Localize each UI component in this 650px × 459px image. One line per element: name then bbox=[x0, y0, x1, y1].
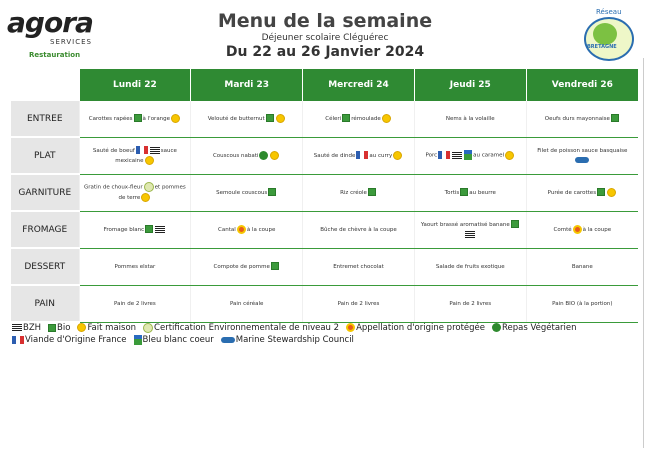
legend-label: BZH bbox=[23, 323, 42, 333]
dish-name: Cantal bbox=[218, 226, 236, 233]
dish-suffix: au curry bbox=[369, 152, 393, 159]
dish-suffix: à l'orange bbox=[142, 115, 171, 122]
dish-name: Pain de 2 livres bbox=[337, 300, 380, 307]
menu-row-entree bbox=[11, 101, 638, 137]
fait-icon bbox=[393, 151, 402, 160]
row-label: FROMAGE bbox=[11, 211, 79, 248]
menu-row-dessert bbox=[11, 248, 638, 285]
dish-name: Semoule couscous bbox=[216, 189, 268, 196]
legend-label: Viande d'Origine France bbox=[25, 335, 127, 345]
reseau-name: BRETAGNE bbox=[587, 44, 617, 50]
dish-name: Purée de carottes bbox=[547, 189, 597, 196]
header-blank bbox=[11, 69, 79, 101]
day-header: Mercredi 24 bbox=[303, 69, 415, 101]
bio-icon bbox=[266, 114, 274, 122]
menu-cell bbox=[191, 211, 303, 248]
legend-label: Certification Environnementale de niveau 2 bbox=[154, 323, 340, 333]
day-header: Jeudi 25 bbox=[414, 69, 526, 101]
menu-cell bbox=[414, 101, 526, 137]
dish-name: Entremet chocolat bbox=[333, 263, 384, 270]
legend-label: Appellation d'origine protégée bbox=[356, 323, 485, 333]
bbc-icon bbox=[134, 335, 142, 345]
aop-icon bbox=[237, 225, 246, 234]
fait-icon bbox=[607, 188, 616, 197]
menu-cell bbox=[191, 137, 303, 174]
dish-name: Porc bbox=[425, 152, 438, 159]
bzh-icon bbox=[452, 152, 462, 159]
dish-name: Tortis bbox=[444, 189, 460, 196]
menu-row-pain bbox=[11, 285, 638, 322]
vof-icon bbox=[438, 151, 450, 159]
dish-name: Pain de 2 livres bbox=[114, 300, 156, 307]
dish-name: Nems à la volaille bbox=[445, 115, 495, 122]
row-label: PLAT bbox=[11, 137, 79, 174]
menu-cell bbox=[79, 211, 191, 248]
bio-icon bbox=[342, 114, 350, 122]
fait-icon bbox=[171, 114, 180, 123]
bio-icon bbox=[597, 188, 605, 196]
reseau-bretagne-logo bbox=[581, 8, 637, 56]
vof-icon bbox=[356, 151, 368, 159]
bzh-icon bbox=[155, 226, 165, 233]
bio-icon bbox=[511, 220, 519, 228]
dish-name: Bûche de chèvre à la coupe bbox=[320, 226, 397, 233]
menu-row-plat bbox=[11, 137, 638, 174]
bzh-icon bbox=[12, 324, 22, 331]
menu-cell bbox=[191, 101, 303, 137]
legend bbox=[11, 322, 641, 346]
menu-cell bbox=[303, 137, 415, 174]
dish-name: Banane bbox=[571, 263, 593, 270]
legend-item bbox=[491, 323, 577, 333]
vof-icon bbox=[12, 336, 24, 344]
dish-name: Comté bbox=[553, 226, 572, 233]
dish-name: Filet de poisson sauce basquaise bbox=[537, 147, 628, 154]
menu-cell bbox=[414, 248, 526, 285]
menu-cell bbox=[414, 137, 526, 174]
legend-item bbox=[345, 323, 485, 333]
agora-logo bbox=[7, 6, 93, 59]
menu-cell bbox=[79, 101, 191, 137]
fait-icon bbox=[77, 323, 86, 332]
fait-icon bbox=[382, 114, 391, 123]
logo-brand: agora bbox=[7, 6, 93, 39]
days-header-row bbox=[11, 69, 638, 101]
menu-cell bbox=[303, 211, 415, 248]
dish-suffix: rémoulade bbox=[351, 115, 381, 122]
legend-item bbox=[133, 335, 214, 345]
dish-name: Pain BIO (à la portion) bbox=[552, 300, 613, 307]
msc-icon bbox=[575, 157, 589, 163]
legend-item bbox=[220, 335, 354, 345]
bio-icon bbox=[460, 188, 468, 196]
logo-services: SERVICES bbox=[50, 38, 92, 46]
dish-suffix: et pommes de terre bbox=[118, 184, 186, 201]
dish-name: Pommes elstar bbox=[114, 263, 156, 270]
menu-row-fromage bbox=[11, 211, 638, 248]
day-header: Mardi 23 bbox=[191, 69, 303, 101]
dish-name: Salade de fruits exotique bbox=[435, 263, 505, 270]
page-dates: Du 22 au 26 Janvier 2024 bbox=[225, 44, 425, 60]
menu-row-garniture bbox=[11, 174, 638, 211]
dish-name: Yaourt brassé aromatisé banane bbox=[420, 221, 510, 228]
dish-name: Fromage blanc bbox=[103, 226, 145, 233]
dish-name: Gratin de choux-fleur bbox=[84, 184, 143, 191]
dish-name: Pain céréale bbox=[229, 300, 264, 307]
dish-suffix: au caramel bbox=[473, 152, 505, 159]
menu-cell bbox=[526, 211, 638, 248]
menu-cell bbox=[303, 248, 415, 285]
legend-item bbox=[76, 323, 136, 333]
msc-icon bbox=[221, 337, 235, 343]
legend-label: Fait maison bbox=[87, 323, 137, 333]
page-subtitle: Déjeuner scolaire Cléguérec bbox=[261, 33, 389, 43]
fait-icon bbox=[145, 156, 154, 165]
bio-icon bbox=[145, 225, 153, 233]
dish-name: Couscous nabati bbox=[212, 152, 259, 159]
legend-item bbox=[11, 335, 127, 345]
day-header: Vendredi 26 bbox=[526, 69, 638, 101]
menu-cell bbox=[526, 285, 638, 322]
bzh-icon bbox=[150, 147, 160, 154]
bio-icon bbox=[134, 114, 142, 122]
dish-name: Sauté de dinde bbox=[313, 152, 356, 159]
row-label: ENTREE bbox=[11, 101, 79, 137]
menu-cell bbox=[191, 174, 303, 211]
menu-cell bbox=[526, 174, 638, 211]
vof-icon bbox=[136, 146, 148, 154]
bzh-icon bbox=[465, 231, 475, 238]
bbc-icon bbox=[464, 150, 472, 160]
fait-icon bbox=[276, 114, 285, 123]
dish-name: Compote de pomme bbox=[213, 263, 270, 270]
veg-icon bbox=[492, 323, 501, 332]
legend-item bbox=[142, 323, 339, 333]
fait-icon bbox=[141, 193, 150, 202]
menu-cell bbox=[414, 174, 526, 211]
menu-cell bbox=[79, 248, 191, 285]
bio-icon bbox=[268, 188, 276, 196]
menu-cell bbox=[303, 174, 415, 211]
dish-name: Velouté de butternut bbox=[207, 115, 265, 122]
reseau-label: Réseau bbox=[596, 8, 622, 16]
logo-restauration: Restauration bbox=[29, 51, 81, 59]
menu-cell bbox=[526, 248, 638, 285]
bio-icon bbox=[611, 114, 619, 122]
menu-cell bbox=[414, 211, 526, 248]
reseau-inner bbox=[593, 23, 617, 45]
day-header: Lundi 22 bbox=[79, 69, 191, 101]
row-label: PAIN bbox=[11, 285, 79, 322]
legend-label: Repas Végétarien bbox=[502, 323, 577, 333]
legend-item bbox=[47, 323, 70, 333]
menu-cell bbox=[526, 137, 638, 174]
menu-cell bbox=[191, 285, 303, 322]
veg-icon bbox=[259, 151, 268, 160]
menu-cell bbox=[79, 285, 191, 322]
row-label: DESSERT bbox=[11, 248, 79, 285]
aop-icon bbox=[573, 225, 582, 234]
fait-icon bbox=[270, 151, 279, 160]
menu-cell bbox=[526, 101, 638, 137]
menu-cell bbox=[79, 174, 191, 211]
dish-suffix: au beurre bbox=[469, 189, 496, 196]
bio-icon bbox=[48, 324, 56, 332]
dish-name: Riz créole bbox=[340, 189, 367, 196]
legend-item bbox=[11, 323, 41, 333]
bio-icon bbox=[368, 188, 376, 196]
page-title: Menu de la semaine bbox=[217, 10, 433, 32]
menu-cell bbox=[191, 248, 303, 285]
menu-cell bbox=[414, 285, 526, 322]
legend-label: Marine Stewardship Council bbox=[235, 335, 354, 345]
page-edge-line bbox=[643, 58, 644, 448]
dish-name: Sauté de boeuf bbox=[92, 147, 135, 154]
page-header bbox=[200, 10, 450, 61]
row-label: GARNITURE bbox=[11, 174, 79, 211]
menu-table bbox=[11, 69, 638, 323]
dish-suffix: sauce mexicaine bbox=[115, 147, 177, 164]
dish-name: Carottes rapées bbox=[88, 115, 133, 122]
dish-name: Oeufs durs mayonnaise bbox=[544, 115, 610, 122]
dish-suffix: à la coupe bbox=[246, 226, 276, 233]
cen-icon bbox=[143, 323, 153, 333]
dish-name: Céleri bbox=[325, 115, 342, 122]
aop-icon bbox=[346, 323, 355, 332]
menu-body bbox=[11, 101, 638, 322]
menu-cell bbox=[303, 101, 415, 137]
bio-icon bbox=[271, 262, 279, 270]
fait-icon bbox=[505, 151, 514, 160]
menu-cell bbox=[303, 285, 415, 322]
dish-name: Pain de 2 livres bbox=[449, 300, 492, 307]
legend-label: Bleu blanc coeur bbox=[142, 335, 214, 345]
legend-label: Bio bbox=[57, 323, 71, 333]
cen-icon bbox=[144, 182, 154, 192]
dish-suffix: à la coupe bbox=[582, 226, 612, 233]
menu-cell bbox=[79, 137, 191, 174]
